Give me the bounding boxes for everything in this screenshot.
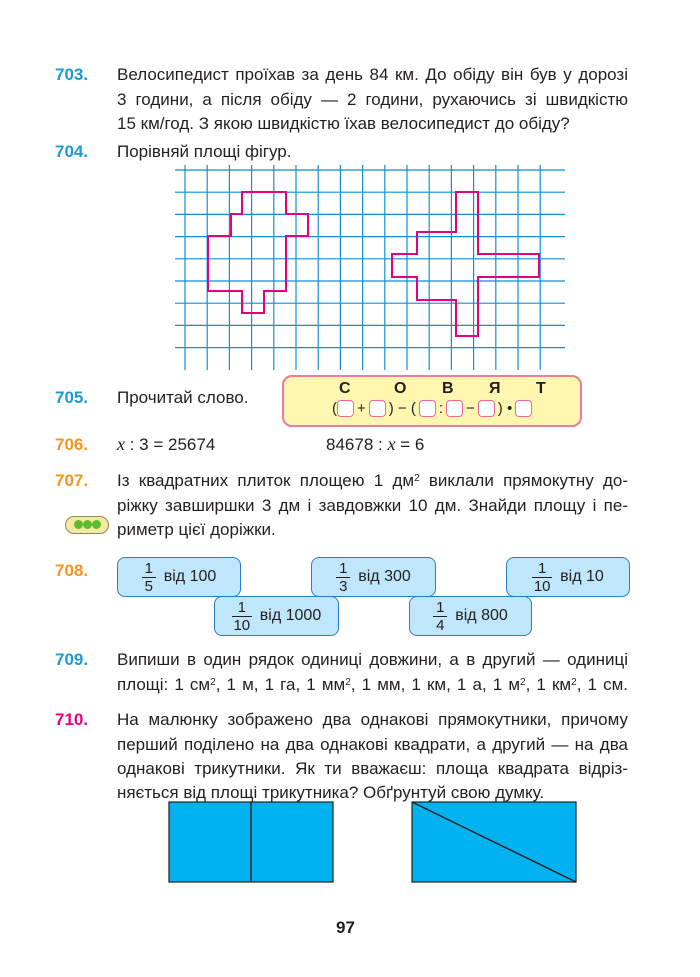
fraction-card <box>214 596 339 636</box>
card-text: від 300 <box>358 568 411 585</box>
task-number-706: 706. <box>55 435 89 454</box>
fraction <box>232 600 252 633</box>
fraction <box>433 600 447 633</box>
eq2-left: 84678 : <box>326 435 388 454</box>
superscript: 2 <box>210 677 216 688</box>
equation-1 <box>117 432 215 457</box>
fraction <box>532 561 552 594</box>
superscript: 2 <box>520 677 526 688</box>
letter-ya: Я <box>489 380 501 397</box>
numerator: 1 <box>436 598 445 616</box>
difficulty-badge-icon <box>65 516 109 534</box>
denominator: 5 <box>144 577 153 595</box>
superscript: 2 <box>414 473 420 484</box>
blank-square[interactable] <box>478 400 495 417</box>
task-number-710: 710. <box>55 710 89 729</box>
task-703-line-3: 15 км/год. З якою швидкістю їхав велосипедист до обіду? <box>117 114 570 133</box>
superscript: 2 <box>345 677 351 688</box>
task-number-704: 704. <box>55 142 89 161</box>
task-704-text: Порівняй площі фігур. <box>117 142 292 161</box>
numerator: 1 <box>339 559 348 577</box>
blank-square[interactable] <box>446 400 463 417</box>
var-x: x <box>387 434 396 454</box>
task-number-707: 707. <box>55 471 89 490</box>
blank-square[interactable] <box>419 400 436 417</box>
task-707-line-2: ріжку завширшки 3 дм і завдовжки 10 дм. Знайди площу і пе- <box>117 496 628 515</box>
t707-l1b: виклали прямокутну до- <box>419 471 628 490</box>
minus-sign: − <box>466 400 475 417</box>
task-710-line-1: На малюнку зображено два однакові прямокутники, причому <box>117 710 628 729</box>
task-705-text: Прочитай слово. <box>117 388 249 407</box>
eq1-rest: : 3 = 25674 <box>125 435 216 454</box>
figure-left <box>208 192 308 313</box>
grid-figures <box>175 165 565 370</box>
equation-2 <box>326 432 424 457</box>
letter-o: О <box>394 380 407 397</box>
denominator: 10 <box>533 577 551 595</box>
fraction-card <box>409 596 532 636</box>
card-text: від 10 <box>560 568 604 585</box>
superscript: 2 <box>571 677 577 688</box>
fraction-card <box>117 557 241 597</box>
paren-open: ( <box>332 400 337 417</box>
card-text: від 800 <box>455 607 508 624</box>
word-puzzle-box <box>282 375 582 427</box>
task-number-708: 708. <box>55 561 89 580</box>
badge-dot <box>83 520 92 529</box>
blank-square[interactable] <box>369 400 386 417</box>
fraction <box>142 561 156 594</box>
letter-s: С <box>339 380 351 397</box>
rectangles-figure <box>165 800 585 890</box>
minus-paren: ) − ( <box>388 400 416 417</box>
card-text: від 100 <box>163 568 217 585</box>
task-707-line-1 <box>117 468 628 493</box>
t709-l2a: площі: 1 см <box>117 675 211 694</box>
task-710-line-3: однакові трикутники. Як ти вважаєш: площа квадрата відріз- <box>117 759 628 778</box>
t709-l2e: , 1 см. <box>576 675 628 694</box>
task-number-709: 709. <box>55 650 89 669</box>
var-x: x <box>117 434 125 454</box>
task-710-line-2: перший поділено на два однакові квадрати, а другий — на два <box>117 735 628 754</box>
t709-l2c: , 1 мм, 1 км, 1 а, 1 м <box>350 675 521 694</box>
divide-sign: : <box>438 400 444 417</box>
numerator: 1 <box>237 598 246 616</box>
t709-l2b: , 1 м, 1 га, 1 мм <box>215 675 346 694</box>
badge-dot <box>74 520 83 529</box>
task-710-line-4: няється від площі трикутника? Обґрунтуй свою думку. <box>117 783 545 802</box>
numerator: 1 <box>144 559 153 577</box>
figure-right <box>392 192 539 336</box>
fraction-card <box>311 557 436 597</box>
page-number: 97 <box>336 918 355 937</box>
numerator: 1 <box>538 559 547 577</box>
denominator: 10 <box>233 616 251 634</box>
letter-t: Т <box>536 380 546 397</box>
paren-times: ) • <box>497 400 513 417</box>
task-703-line-1: Велосипедист проїхав за день 84 км. До обіду він був у дорозі <box>117 65 628 84</box>
task-number-705: 705. <box>55 388 89 407</box>
card-text: від 1000 <box>259 607 322 624</box>
task-707-line-3: риметр цієї доріжки. <box>117 520 276 539</box>
denominator: 4 <box>436 616 445 634</box>
badge-dot <box>92 520 101 529</box>
denominator: 3 <box>339 577 348 595</box>
task-709-line-2 <box>117 672 628 697</box>
fraction <box>336 561 350 594</box>
plus-sign: + <box>357 400 366 417</box>
fraction-card <box>506 557 630 597</box>
task-709-line-1: Випиши в один рядок одиниці довжини, а в другий — одиниці <box>117 650 628 669</box>
task-number-703: 703. <box>55 65 89 84</box>
task-703-line-2: 3 години, а після обіду — 2 години, рухаючись зі швидкістю <box>117 90 628 109</box>
eq2-rest: = 6 <box>395 435 425 454</box>
blank-square[interactable] <box>515 400 532 417</box>
word-expression <box>332 400 532 417</box>
blank-square[interactable] <box>337 400 354 417</box>
t709-l2d: , 1 км <box>525 675 572 694</box>
letter-v: В <box>442 380 454 397</box>
t707-l1a: Із квадратних плиток площею 1 дм <box>117 471 415 490</box>
